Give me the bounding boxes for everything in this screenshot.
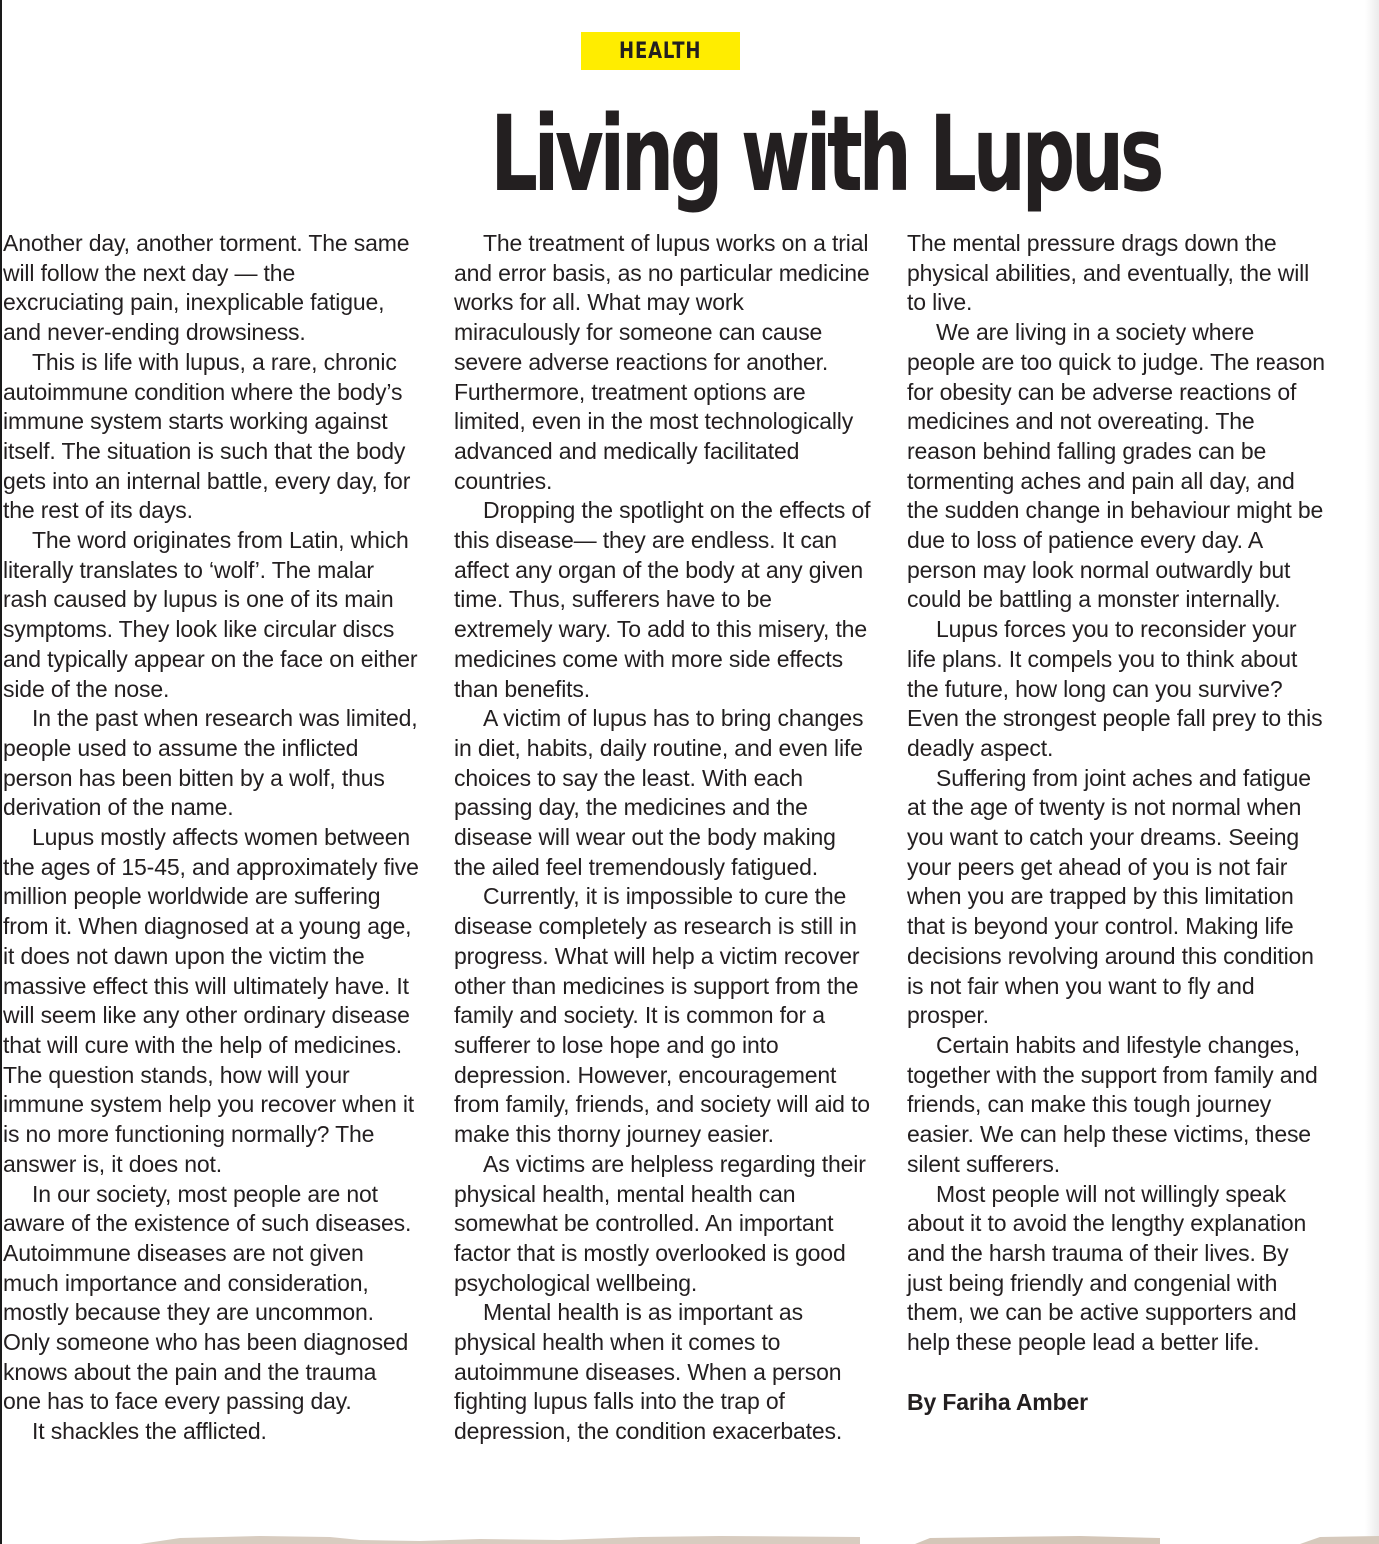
paragraph: Dropping the spotlight on the effects of this disease— they are endless. It can affect any organ of the body at any given time. Thus, sufferers have to be extremely wary. To add to this misery, the medicines come with more side effects than benefits. (454, 497, 871, 702)
paragraph: The mental pressure drags down the physical abilities, and eventually, the will to live. (907, 230, 1310, 316)
article-column-2 (454, 229, 872, 1447)
paragraph: Lupus mostly affects women between the ages of 15-45, and approximately five million people worldwide are suffering from it. When diagnosed at a young age, it does not dawn upon the victim the massive effect this will ultimately have. It will seem like any other ordinary disease that will cure with the help of medicines. The question stands, how will your immune system help you recover when it is no more functioning normally? The answer is, it does not. (3, 824, 419, 1177)
paragraph: We are living in a society where people are too quick to judge. The reason for obesity can be adverse reactions of medicines and not overeating. The reason behind falling grades can be tormenting aches and pain all day, and the sudden change in behaviour might be due to loss of patience every day. A person may look normal outwardly but could be battling a monster internally. (907, 319, 1325, 613)
page-edge (0, 0, 2, 1544)
paragraph: The treatment of lupus works on a trial and error basis, as no particular medicine works for all. What may work miraculously for someone can cause severe adverse reactions for another. Furthermore, treatment options are limited, even in the most technologically advanced and medically facilitated countries. (454, 230, 870, 494)
paragraph: A victim of lupus has to bring changes in diet, habits, daily routine, and even life choices to say the least. With each passing day, the medicines and the disease will wear out the body making the ailed feel tremendously fatigued. (454, 705, 864, 880)
paragraph: In our society, most people are not aware of the existence of such diseases. Autoimmune diseases are not given much importance and consideration, mostly because they are uncommon. Only someone who has been diagnosed knows about the pain and the trauma one has to face every passing day. (3, 1180, 412, 1415)
paragraph: The word originates from Latin, which literally translates to ‘wolf’. The malar rash caused by lupus is one of its main symptoms. They look like circular discs and typically appear on the face on either side of the nose. (3, 527, 418, 702)
article-column-1 (3, 229, 419, 1447)
paragraph: It shackles the afflicted. (32, 1418, 267, 1445)
paragraph: Most people will not willingly speak about it to avoid the lengthy explanation and the harsh trauma of their lives. By just being friendly and congenial with them, we can be active supporters and help these people lead a better life. (907, 1180, 1307, 1356)
section-label (581, 32, 740, 70)
paragraph: Lupus forces you to reconsider your life plans. It compels you to think about the future, how long can you survive? Even the strongest people fall prey to this deadly aspect. (907, 616, 1323, 761)
page-title: Living with Lupus (490, 93, 1161, 215)
page-gutter-shadow (1365, 0, 1379, 1544)
article-column-3 (907, 229, 1327, 1417)
paragraph: This is life with lupus, a rare, chronic autoimmune condition where the body’s immune system starts working against itself. The situation is such that the body gets into an internal battle, every day, for the rest of its days. (3, 348, 411, 524)
paragraph: In the past when research was limited, people used to assume the inflicted person has been bitten by a wolf, thus derivation of the name. (3, 705, 418, 821)
headline-container (360, 93, 1161, 215)
byline: By Fariha Amber (907, 1388, 1088, 1415)
paragraph: Suffering from joint aches and fatigue at the age of twenty is not normal when you want to catch your dreams. Seeing your peers get ahead of you is not fair when you are trapped by this limitation that is beyond your control. Making life decisions revolving around this condition is not fair when you want to fly and prosper. (907, 764, 1314, 1029)
paragraph: Mental health is as important as physical health when it comes to autoimmune diseases. When a person fighting lupus falls into the trap of depression, the condition exacerbates. (454, 1299, 843, 1445)
torn-paper-edge (0, 1528, 1379, 1544)
section-label-text: HEALTH (619, 38, 702, 64)
paragraph: Certain habits and lifestyle changes, together with the support from family and friends, can make this tough journey easier. We can help these victims, these silent sufferers. (907, 1031, 1318, 1177)
paragraph: As victims are helpless regarding their physical health, mental health can somewhat be controlled. An important factor that is mostly overlooked is good psychological wellbeing. (454, 1150, 866, 1296)
paragraph: Currently, it is impossible to cure the disease completely as research is still in progress. What will help a victim recover other than medicines is support from the family and society. It is common for a sufferer to lose hope and go into depression. However, encouragement from family, friends, and society will aid to make this thorny journey easier. (454, 883, 870, 1148)
paragraph: Another day, another torment. The same will follow the next day — the excruciating pain, inexplicable fatigue, and never-ending drowsiness. (3, 230, 410, 346)
